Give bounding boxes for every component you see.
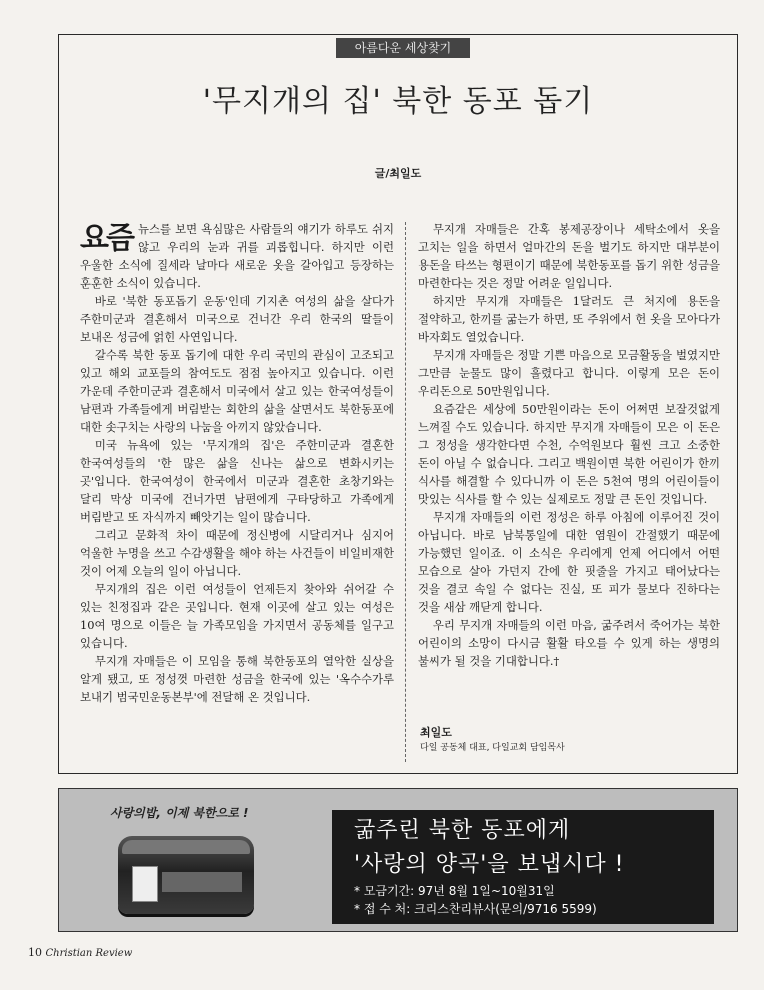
page-footer [28, 946, 132, 961]
byline: 글/최일도 [374, 167, 422, 180]
magazine-brand: Christian Review [45, 948, 133, 959]
ad-headline [354, 814, 714, 882]
ad-headline-line-2: '사랑의 양곡'을 보냅시다 ! [354, 852, 625, 877]
rice-container-image [118, 836, 254, 914]
article-column-left [80, 220, 394, 770]
author-name: 최일도 [420, 726, 452, 739]
section-label: 아름다운 세상찾기 [336, 38, 470, 58]
paragraph: 우리 무지개 자매들의 이런 마음, 굶주려서 죽어가는 북한 어린이의 소망이 다시금 활활 타오를 수 있게 하는 생명의 불씨가 될 것을 기대합니다.† [418, 618, 720, 668]
ad-contact: * 접 수 처: 크리스찬리뷰사(문의/9716 5599) [354, 902, 597, 916]
ad-slogan: 사랑의밥, 이제 북한으로 ! [110, 806, 249, 820]
paragraph: 무지개 자매들은 이 모임을 통해 북한동포의 열악한 실상을 알게 됐고, 또 정성껏 마련한 성금을 한국에 있는 '옥수수가루 보내기 범국민운동본부'에 전달해 온 것입니다. [80, 654, 394, 704]
article-column-right [418, 220, 720, 710]
paragraph: 그리고 문화적 차이 때문에 정신병에 시달리거나 심지어 억울한 누명을 쓰고 수감생활을 해야 하는 사건들이 비일비재한 것이 어제 오늘의 일이 아닙니다. [80, 528, 394, 578]
author-title: 다일 공동체 대표, 다일교회 담임목사 [420, 743, 565, 753]
ad-headline-line-1: 굶주린 북한 동포에게 [354, 818, 571, 843]
container-label [162, 872, 242, 892]
paragraph: 하지만 무지개 자매들은 1달러도 큰 처지에 용돈을 절약하고, 한끼를 굶는가 하면, 또 주위에서 헌 옷을 모아다가 바자회도 열었습니다. [418, 294, 720, 344]
paragraph: 요즘같은 세상에 50만원이라는 돈이 어쩌면 보잘것없게 느껴질 수도 있습니다. 하지만 무지개 자매들이 모은 이 돈은 그 정성을 생각한다면 수천, 수억원보다 훨씬 크고 소중한 돈이 아닐 수 없습니다. 그리고 백원이면 북한 어린이가 한끼 식사를 해결할 수 있다니까 이 돈은 5천여 명의 어린이들이 맛있는 식사를 할 수 있는 실제로도 정말 큰 돈인 것입니다. [418, 402, 720, 506]
dropcap: 요즘 [80, 221, 132, 256]
paragraph: 미국 뉴욕에 있는 '무지개의 집'은 주한미군과 결혼한 한국여성들의 '한 많은 삶을 신나는 삶으로 변화시키는 곳'입니다. 한국여성이 한국에서 미군과 결혼한 초창기와는 달리 막상 미국에 건너가면 남편에게 구타당하고 가족에게 버림받고 또 자식까지 빼앗기는 일이 많습니다. [80, 438, 394, 524]
paragraph: 무지개 자매들은 정말 기쁜 마음으로 모금활동을 벌였지만 그만큼 눈물도 많이 흘렸다고 합니다. 이렇게 모은 돈이 우리돈으로 50만원입니다. [418, 348, 720, 398]
ad-period: * 모금기간: 97년 8월 1일~10월31일 [354, 884, 555, 898]
paragraph: 요즘 뉴스를 보면 욕심많은 사람들의 얘기가 하루도 쉬지 않고 우리의 눈과 귀를 괴롭힙니다. 하지만 이런 우울한 소식에 질세라 날마다 새로운 옷을 갈아입고 등장하는 훈훈한 소식이 있습니다. [80, 221, 394, 290]
paragraph: 바로 '북한 동포돕기 운동'인데 기지촌 여성의 삶을 살다가 주한미군과 결혼해서 미국으로 건너간 우리 한국의 딸들이 보내온 성금에 얽힌 사연입니다. [80, 294, 394, 344]
container-lid [122, 840, 250, 854]
column-divider [405, 222, 406, 762]
article-title: '무지개의 집' 북한 동포 돕기 [202, 84, 594, 119]
paragraph: 무지개 자매들은 간혹 봉제공장이나 세탁소에서 옷을 고치는 일을 하면서 얼마간의 돈을 벌기도 하지만 대부분이 용돈을 타쓰는 형편이기 때문에 북한동포를 돕기 위한 성금을 마련한다는 것은 정말 어려운 일입니다. [418, 222, 720, 290]
paragraph: 무지개 자매들의 이런 정성은 하루 아침에 이루어진 것이 아닙니다. 바로 남북통일에 대한 염원이 간절했기 때문에 가능했던 일이죠. 이 소식은 우리에게 언제 어디에서 어떤 모습으로 살아 가던지 간에 한 핏줄을 가지고 태어났다는 것을 결코 속일 수 없다는 진실, 또 피가 물보다 진하다는 것을 새삼 깨닫게 합니다. [418, 510, 720, 614]
paragraph: 갈수록 북한 동포 돕기에 대한 우리 국민의 관심이 고조되고 있고 해외 교포들의 참여도도 점점 높아지고 있습니다. 이런 가운데 주한미군과 결혼해서 미국에서 살고 있는 한국여성들이 남편과 가족들에게 버림받는 회한의 삶을 살면서도 북한동포에 대한 솟구치는 사랑의 나눔을 아끼지 않았습니다. [80, 348, 394, 434]
paragraph: 무지개의 집은 이런 여성들이 언제든지 찾아와 쉬어갈 수 있는 친정집과 같은 곳입니다. 현재 이곳에 살고 있는 여성은 10여 명으로 이들은 늘 가족모임을 가지면서 공동체를 일구고 있습니다. [80, 582, 394, 650]
container-sticker [132, 866, 158, 902]
page-number: 10 [28, 946, 42, 959]
